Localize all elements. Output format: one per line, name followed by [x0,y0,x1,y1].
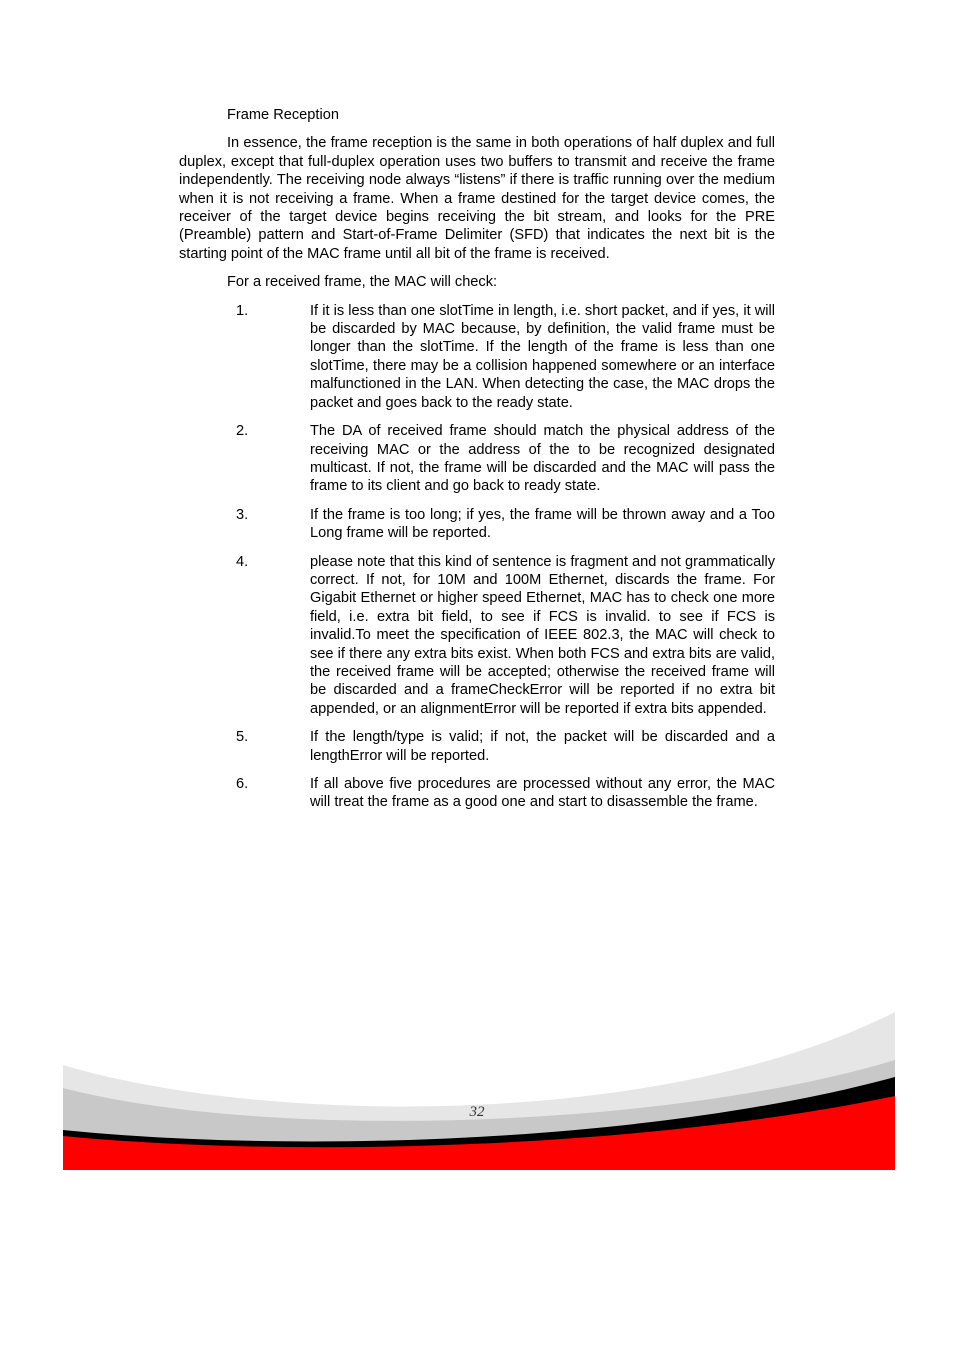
list-item [179,728,775,765]
list-item [179,553,775,719]
list-item-number: 4. [236,553,249,570]
list-item-text: If it is less than one slotTime in length, i.e. short packet, and if yes, it will be discarded by MAC because, by definition, the valid frame must be longer than the slotTime. If the length of the frame is less than one slotTime, there may be a collision happened somewhere or an interface malfunctioned in the LAN. When detecting the case, the MAC drops the packet and goes back to the ready state. [310,302,775,411]
footer-swoosh-graphic [63,1010,895,1170]
list-item-number: 2. [236,423,249,440]
list-item-number: 1. [236,302,249,319]
list-item-number: 5. [236,729,249,746]
list-item [179,506,775,543]
page-number: 32 [469,1104,485,1120]
list-item [179,302,775,412]
page-content [179,106,775,822]
list-intro: For a received frame, the MAC will check: [227,274,498,291]
body-paragraph: In essence, the frame reception is the same in both operations of half duplex and full duplex, except that full-duplex operation uses two buffers to transmit and receive the frame independently. The receiving node always “listens” if there is traffic running over the medium when it is not receiving a frame. When a frame destined for the target device comes, the receiver of the target device begins receiving the bit stream, and looks for the PRE (Preamble) pattern and Start-of-Frame Delimiter (SFD) that indicates the next bit is the starting point of the MAC frame until all bit of the frame is received. [179,135,775,262]
list-item [179,422,775,496]
list-item-text: If the frame is too long; if yes, the frame will be thrown away and a Too Long frame will be reported. [310,506,775,542]
section-heading: Frame Reception [227,107,339,123]
list-item-text: If all above five procedures are processed without any error, the MAC will treat the frame as a good one and start to disassemble the frame. [310,776,775,811]
list-item-text: The DA of received frame should match the physical address of the receiving MAC or the address of the to be recognized designated multicast. If not, the frame will be discarded and the MAC will pass the frame to its client and go back to ready state. [310,423,775,495]
list-item-number: 3. [236,506,249,523]
list-item-text: If the length/type is valid; if not, the packet will be discarded and a lengthError will be reported. [310,729,775,764]
list-item-number: 6. [236,776,249,792]
list-item-text: please note that this kind of sentence is fragment and not grammatically correct. If not, for 10M and 100M Ethernet, discards the frame. For Gigabit Ethernet or higher speed Ethernet, MAC has to check one more field, i.e. extra bit field, to see if FCS is invalid. to see if FCS is invalid.To meet the specification of IEEE 802.3, the MAC will check to see if there any extra bits exist. When both FCS and extra bits are valid, the received frame will be accepted; otherwise the received frame will be discarded and a frameCheckError will be reported if no extra bit appended, or an alignmentError will be reported if extra bits appended. [310,553,775,717]
list-item [179,775,775,812]
